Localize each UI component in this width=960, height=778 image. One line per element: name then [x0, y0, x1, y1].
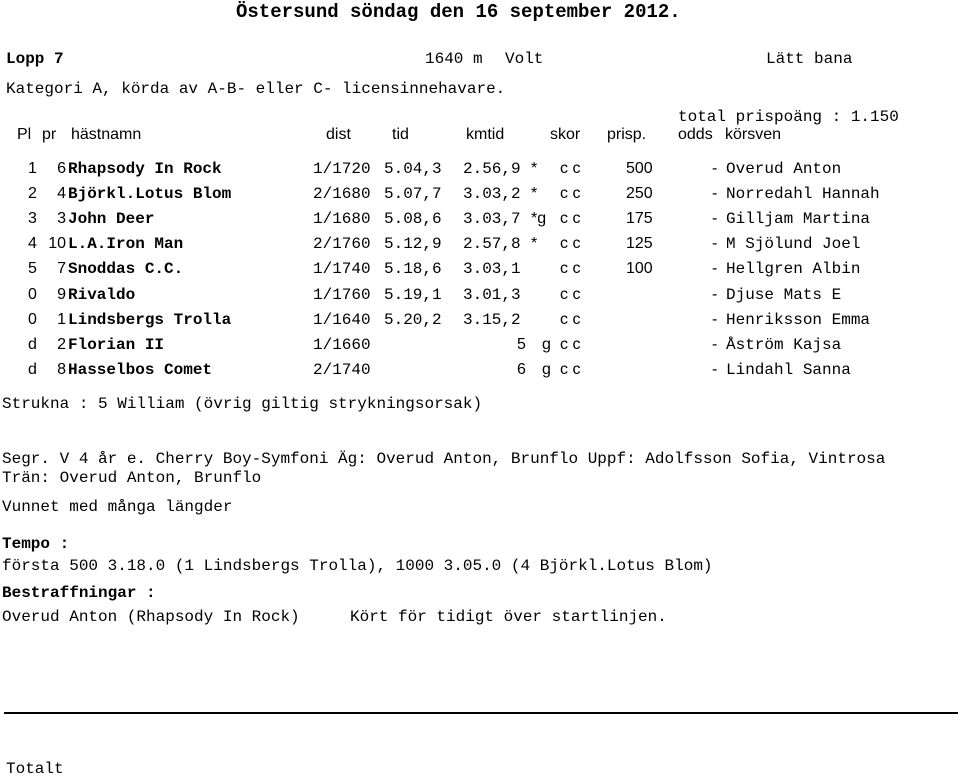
km-time: 2.56,9 [463, 160, 521, 178]
shoes: c c [560, 235, 581, 252]
col-odds: odds [678, 126, 713, 143]
col-pr: pr [42, 126, 57, 143]
km-time: 3.01,3 [463, 286, 521, 304]
prize: 125 [626, 235, 653, 252]
post-position: 4 [57, 185, 66, 202]
time: 5.07,7 [384, 185, 442, 203]
shoes: c c [560, 336, 581, 353]
table-row [0, 210, 960, 232]
km-time: 5 [517, 336, 526, 353]
km-time: 6 [517, 361, 526, 378]
post-position: 1 [57, 311, 66, 328]
horse-name: Rhapsody In Rock [68, 160, 222, 178]
km-time: 3.03,2 [463, 185, 521, 203]
col-horse: hästnamn [71, 126, 142, 143]
distance: 1/1640 [313, 311, 371, 329]
shoes: c c [560, 260, 581, 277]
post-position: 2 [57, 336, 66, 353]
driver-name: Norredahl Hannah [726, 185, 880, 203]
distance: 2/1740 [313, 361, 371, 379]
km-time: 2.57,8 [463, 235, 521, 253]
placement: 1 [28, 160, 37, 177]
race-name: Lopp 7 [6, 50, 64, 68]
placement: d [28, 336, 37, 353]
driver-name: Lindahl Sanna [726, 361, 851, 379]
total-prize-points: total prispoäng : 1.150 [678, 108, 899, 126]
dash: - [712, 210, 718, 227]
track-condition: Lätt bana [766, 50, 853, 68]
km-time: 3.03,7 [463, 210, 521, 228]
table-row [0, 286, 960, 308]
driver-name: Overud Anton [726, 160, 842, 178]
driver-name: Henriksson Emma [726, 311, 871, 329]
prize: 250 [626, 185, 653, 202]
winner-pedigree: Segr. V 4 år e. Cherry Boy-Symfoni Äg: Overud Anton, Brunflo Uppf: Adolfsson Sofia, Vintrosa [2, 450, 886, 468]
placement: 0 [28, 286, 37, 303]
totalt-label: Totalt [6, 760, 64, 778]
dash: - [712, 185, 718, 202]
post-position: 8 [57, 361, 66, 378]
time: 5.08,6 [384, 210, 442, 228]
horse-name: Hasselbos Comet [68, 361, 213, 379]
penalties-label: Bestraffningar : [2, 584, 156, 602]
km-time: 3.03,1 [463, 260, 521, 278]
mark: * [531, 160, 538, 177]
shoes: c c [560, 185, 581, 202]
horse-name: Björkl.Lotus Blom [68, 185, 232, 203]
table-row [0, 185, 960, 207]
col-prisp: prisp. [607, 126, 647, 143]
dash: - [712, 336, 718, 353]
col-driver: körsven [725, 126, 782, 143]
distance: 1/1760 [313, 286, 371, 304]
prize: 175 [626, 210, 653, 227]
winner-comment: Vunnet med många längder [2, 498, 233, 516]
driver-name: Gilljam Martina [726, 210, 871, 228]
penalty-reason: Kört för tidigt över startlinjen. [350, 608, 667, 626]
post-position: 3 [57, 210, 66, 227]
scratched-info: Strukna : 5 William (övrig giltig strykningsorsak) [2, 395, 483, 413]
shoes: c c [560, 311, 581, 328]
distance: 2/1760 [313, 235, 371, 253]
driver-name: Djuse Mats E [726, 286, 842, 304]
shoes: c c [560, 210, 581, 227]
col-pl: Pl [17, 126, 32, 143]
mark: * [531, 185, 538, 202]
page-title: Östersund söndag den 16 september 2012. [236, 1, 681, 23]
placement: 4 [28, 235, 37, 252]
col-skor: skor [550, 126, 581, 143]
dash: - [712, 235, 718, 252]
table-row [0, 260, 960, 282]
tempo-label: Tempo : [2, 535, 70, 553]
mark: g [542, 361, 551, 378]
horse-name: Snoddas C.C. [68, 260, 184, 278]
time: 5.19,1 [384, 286, 442, 304]
dash: - [712, 260, 718, 277]
divider-line [4, 712, 958, 714]
distance: 1/1660 [313, 336, 371, 354]
horse-name: L.A.Iron Man [68, 235, 184, 253]
horse-name: John Deer [68, 210, 155, 228]
time: 5.04,3 [384, 160, 442, 178]
driver-name: M Sjölund Joel [726, 235, 861, 253]
time: 5.20,2 [384, 311, 442, 329]
tempo-text: första 500 3.18.0 (1 Lindsbergs Trolla), 1000 3.05.0 (4 Björkl.Lotus Blom) [2, 557, 713, 575]
dash: - [712, 160, 718, 177]
placement: 5 [28, 260, 37, 277]
placement: 0 [28, 311, 37, 328]
table-row [0, 336, 960, 358]
race-category: Kategori A, körda av A-B- eller C- licensinnehavare. [6, 80, 506, 98]
post-position: 10 [48, 235, 66, 252]
table-row [0, 361, 960, 383]
post-position: 9 [57, 286, 66, 303]
dash: - [712, 311, 718, 328]
distance: 1/1720 [313, 160, 371, 178]
placement: 2 [28, 185, 37, 202]
dash: - [712, 361, 718, 378]
mark: g [542, 336, 551, 353]
col-tid: tid [392, 126, 409, 143]
distance: 1/1740 [313, 260, 371, 278]
penalty-driver: Overud Anton (Rhapsody In Rock) [2, 608, 300, 626]
race-distance: 1640 m [425, 50, 483, 68]
col-kmtid: kmtid [466, 126, 505, 143]
distance: 2/1680 [313, 185, 371, 203]
post-position: 7 [57, 260, 66, 277]
placement: d [28, 361, 37, 378]
shoes: c c [560, 361, 581, 378]
table-row [0, 311, 960, 333]
race-type: Volt [505, 50, 544, 68]
horse-name: Lindsbergs Trolla [68, 311, 232, 329]
km-time: 3.15,2 [463, 311, 521, 329]
mark: * [531, 235, 538, 252]
horse-name: Florian II [68, 336, 165, 354]
mark: *g [531, 210, 547, 227]
distance: 1/1680 [313, 210, 371, 228]
placement: 3 [28, 210, 37, 227]
time: 5.18,6 [384, 260, 442, 278]
driver-name: Hellgren Albin [726, 260, 861, 278]
prize: 500 [626, 160, 653, 177]
shoes: c c [560, 286, 581, 303]
driver-name: Åström Kajsa [726, 336, 842, 354]
prize: 100 [626, 260, 653, 277]
table-row [0, 235, 960, 257]
time: 5.12,9 [384, 235, 442, 253]
col-dist: dist [326, 126, 351, 143]
post-position: 6 [57, 160, 66, 177]
winner-trainer: Trän: Overud Anton, Brunflo [2, 469, 262, 487]
shoes: c c [560, 160, 581, 177]
horse-name: Rivaldo [68, 286, 136, 304]
table-row [0, 160, 960, 182]
dash: - [712, 286, 718, 303]
